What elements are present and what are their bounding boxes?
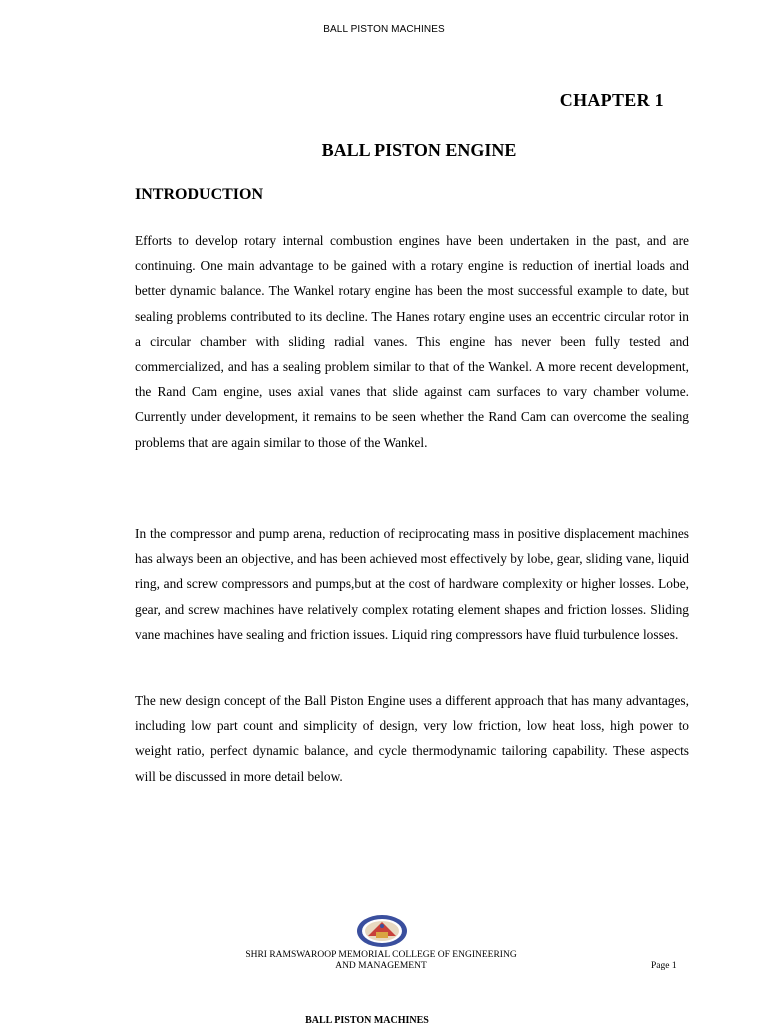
paragraph-introduction: Efforts to develop rotary internal combustion engines have been undertaken in the past, and are continuing. One main advantage to be gained with a rotary engine is reduction of inertial loads and better dynamic balance. The Wankel rotary engine has been the most successful example to date, but sealing problems contributed to its decline. The Hanes rotary engine uses an eccentric circular rotor in a circular chamber with sliding radial vanes. This engine has never been fully tested and commercialized, and has a sealing problem similar to that of the Wankel. A more recent development, the Rand Cam engine, uses axial vanes that slide against cam surfaces to vary chamber volume. Currently under development, it remains to be seen whether the Rand Cam can overcome the sealing problems that are again similar to those of the Wankel. [135,233,689,450]
paragraph-compressor: In the compressor and pump arena, reduction of reciprocating mass in positive displacement machines has always been an objective, and has been achieved most effectively by lobe, gear, sliding vane, liquid ring, and screw compressors and pumps,but at the cost of hardware complexity or higher losses. Lobe, gear, and screw machines have relatively complex rotating element shapes and friction losses. Sliding vane machines have sealing and friction issues. Liquid ring compressors have fluid turbulence losses. [135,526,689,642]
chapter-label: CHAPTER 1 [559,90,664,110]
college-emblem-icon [356,914,408,948]
running-header: BALL PISTON MACHINES [323,24,445,35]
page-number: Page 1 [651,961,677,971]
next-page-running-header: BALL PISTON MACHINES [305,1015,429,1026]
footer-college-line2: AND MANAGEMENT [335,961,427,971]
chapter-title: BALL PISTON ENGINE [321,140,517,160]
footer-college-line1: SHRI RAMSWAROOP MEMORIAL COLLEGE OF ENGINEERING [245,950,517,960]
section-heading: INTRODUCTION [135,186,264,203]
paragraph-design-concept: The new design concept of the Ball Piston Engine uses a different approach that has many advantages, including low part count and simplicity of design, very low friction, low heat loss, high power to weight ratio, perfect dynamic balance, and cycle thermodynamic tailoring capability. These aspects will be discussed in more detail below. [135,693,689,784]
footer-college-name [226,950,536,972]
